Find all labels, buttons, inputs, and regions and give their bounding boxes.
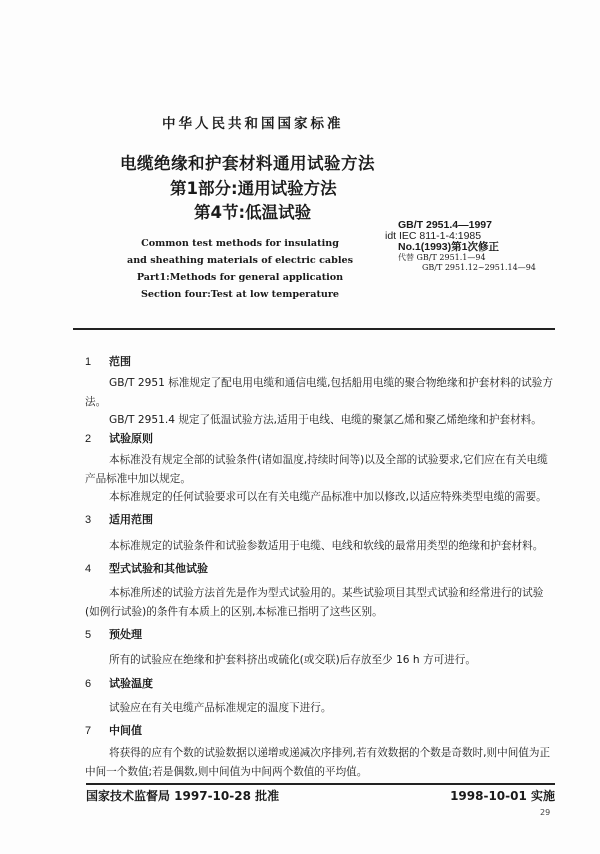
- section-7-para-1: 将获得的应有个数的试验数据以递增或递减次序排列,若有效数据的个数是奇数时,则中间值为正中间一个数值;若是偶数,则中间值为中间两个数值的平均值。: [85, 747, 551, 778]
- section-2-para-2: 本标准规定的任何试验要求可以在有关电缆产品标准中加以修改,以适应特殊类型电缆的需要。: [109, 491, 547, 503]
- section-number: 2: [85, 433, 92, 445]
- section-number: 5: [85, 629, 92, 641]
- effective-date: 1998-10-01 实施: [450, 789, 555, 803]
- standard-idt: idt IEC 811-1-4:1985: [385, 230, 482, 242]
- section-title: 试验温度: [109, 677, 153, 690]
- section-title: 中间值: [109, 724, 142, 737]
- title-line-2: 第1部分:通用试验方法: [170, 179, 337, 198]
- section-5-para-1: 所有的试验应在绝缘和护套料挤出或硫化(或交联)后存放至少 16 h 方可进行。: [109, 654, 476, 666]
- title-line-3: 第4节:低温试验: [194, 203, 312, 222]
- section-1-para-1: GB/T 2951 标准规定了配电用电缆和通信电缆,包括船用电缆的聚合物绝缘和护套材料的试验方法。: [85, 377, 553, 408]
- section-title: 试验原则: [109, 432, 153, 445]
- section-heading-1: [85, 355, 131, 369]
- footer-divider: [86, 783, 555, 785]
- section-number: 6: [85, 678, 92, 690]
- national-standard-header: 中华人民共和国国家标准: [162, 116, 344, 132]
- section-2-para-1: 本标准没有规定全部的试验条件(诸如温度,持续时间等)以及全部的试验要求,它们应在有关电缆产品标准中加以规定。: [85, 454, 548, 485]
- section-title: 预处理: [109, 628, 142, 641]
- section-heading-3: [85, 513, 153, 527]
- section-heading-2: [85, 432, 153, 446]
- standard-replaces-2: GB/T 2951.12~2951.14—94: [422, 263, 536, 272]
- section-number: 3: [85, 514, 92, 526]
- section-3-para-1: 本标准规定的试验条件和试验参数适用于电缆、电线和软线的最常用类型的绝缘和护套材料。: [109, 540, 544, 552]
- standard-code: GB/T 2951.4—1997: [398, 219, 492, 231]
- english-title-2: and sheathing materials of electric cables: [126, 255, 353, 266]
- section-4-para-1: 本标准所述的试验方法首先是作为型式试验用的。某些试验项目其型式试验和经常进行的试验(如例行试验)的条件有本质上的区别,本标准已指明了这些区别。: [85, 587, 544, 618]
- section-heading-5: [85, 628, 142, 642]
- section-number: 7: [85, 725, 92, 737]
- section-number: 1: [85, 356, 92, 368]
- english-title-4: Section four:Test at low temperature: [140, 289, 340, 300]
- section-1-para-2: GB/T 2951.4 规定了低温试验方法,适用于电线、电缆的聚氯乙烯和聚乙烯绝缘和护套材料。: [109, 414, 542, 426]
- section-title: 型式试验和其他试验: [109, 562, 208, 575]
- page-number: 29: [540, 808, 551, 817]
- english-title-3: Part1:Methods for general application: [136, 272, 344, 283]
- section-heading-4: [85, 562, 208, 576]
- standard-amendment: No.1(1993)第1次修正: [398, 241, 499, 253]
- section-6-para-1: 试验应在有关电缆产品标准规定的温度下进行。: [109, 702, 332, 714]
- section-title: 范围: [109, 355, 131, 368]
- standard-replaces: 代替 GB/T 2951.1—94: [398, 253, 486, 262]
- english-title-1: Common test methods for insulating: [141, 238, 339, 249]
- header-divider: [73, 328, 555, 330]
- section-title: 适用范围: [109, 513, 153, 526]
- title-line-1: 电缆绝缘和护套材料通用试验方法: [120, 154, 375, 173]
- section-number: 4: [85, 563, 92, 575]
- section-heading-7: [85, 724, 142, 738]
- approval-date: 国家技术监督局 1997-10-28 批准: [86, 789, 280, 803]
- section-heading-6: [85, 677, 153, 691]
